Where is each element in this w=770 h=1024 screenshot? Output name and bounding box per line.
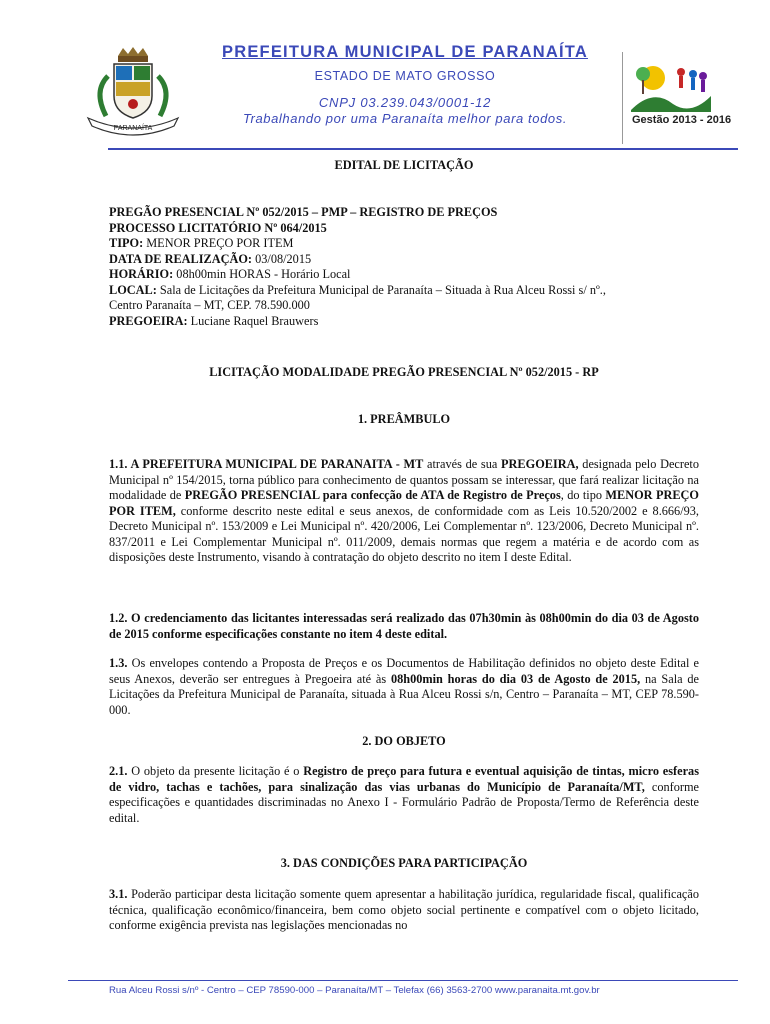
summary-line: PREGOEIRA: Luciane Raquel Brauwers [109, 313, 319, 328]
footer-address: Rua Alceu Rossi s/nº - Centro – CEP 78590-000 – Paranaíta/MT – Telefax (66) 3563-2700 www.paranaita.mt.gov.br [109, 985, 600, 996]
paragraph-1-1: 1.1. A PREFEITURA MUNICIPAL DE PARANAITA - MT através de sua PREGOEIRA, designada pelo Decreto Municipal nº 154/2015, torna público para conhecimento de quantos possam se interessar, que fará realizar licitação na modalidade de PREGÃO PRESENCIAL para confecção de ATA de Registro de Preços, do tipo MENOR PREÇO POR ITEM, conforme descrito neste edital e seus anexos, de conformidade com as Leis 10.520/2002 e 8.666/93, Decreto Municipal nº. 153/2009 e Lei Municipal nº. 420/2006, Lei Complementar nº. 123/2006, Decreto Municipal nº. 837/2011 e Lei Complementar Municipal nº. 011/2009, demais normas que regem a matéria e de acordo com as disposições deste Instrumento, visando à contratação do objeto descrito no item I deste Edital. [109, 457, 699, 564]
gestao-logo-icon [622, 52, 715, 144]
paragraph-3-1: 3.1. Poderão participar desta licitação somente quem apresentar a habilitação jurídica, regularidade fiscal, qualificação técnica, qualificação econômico/financeira, bem como objeto social pertinente e compatível com o objeto licitado, conforme exigência prevista nas legislações mencionadas no [109, 887, 699, 932]
gestao-label: Gestão 2013 - 2016 [632, 114, 732, 126]
summary-line: PROCESSO LICITATÓRIO Nº 064/2015 [109, 220, 327, 235]
paragraph-1-3: 1.3. Os envelopes contendo a Proposta de Preços e os Documentos de Habilitação definidos no objeto deste Edital e seus Anexos, deverão ser entregues à Pregoeira até às 08h00min horas do dia 03 de Agosto de 2015, na Sala de Licitações da Prefeitura Municipal de Paranaíta, situada à Rua Alceu Rossi s/n, Centro – Paranaíta – MT, CEP 78.590-000. [109, 656, 699, 717]
municipality-title: PREFEITURA MUNICIPAL DE PARANAÍTA [222, 43, 588, 61]
cnpj-number: CNPJ 03.239.043/0001-12 [318, 95, 492, 110]
slogan: Trabalhando por uma Paranaíta melhor para todos. [242, 111, 568, 126]
footer-divider [68, 980, 738, 981]
municipal-coat-of-arms-icon [78, 46, 188, 138]
state-name: ESTADO DE MATO GROSSO [314, 69, 496, 83]
summary-line: LOCAL: Sala de Licitações da Prefeitura Municipal de Paranaíta – Situada à Rua Alceu Rossi s/ nº., [109, 282, 606, 297]
notice-summary [109, 205, 699, 329]
svg-text:PARANAÍTA: PARANAÍTA [113, 125, 153, 132]
summary-line: DATA DE REALIZAÇÃO: 03/08/2015 [109, 251, 312, 266]
document-title: EDITAL DE LICITAÇÃO [334, 158, 474, 172]
letterhead [0, 0, 770, 150]
header-divider [108, 148, 738, 150]
summary-line: HORÁRIO: 08h00min HORAS - Horário Local [109, 267, 351, 281]
paragraph-2-1: 2.1. O objeto da presente licitação é o Registro de preço para futura e eventual aquisição de tintas, micro esferas de vidro, tachas e tachões, para sinalização das vias urbanas do Município de Paranaíta/MT, conforme especificações e quantidades discriminadas no Anexo I - Formulário Padrão de Proposta/Termo de Referência deste edital. [109, 764, 699, 825]
summary-line: PREGÃO PRESENCIAL Nº 052/2015 – PMP – REGISTRO DE PREÇOS [109, 205, 498, 219]
paragraph-1-2: 1.2. O credenciamento das licitantes interessadas será realizado das 07h30min às 08h00min do dia 03 de Agosto de 2015 conforme especificações constante no item 4 deste edital. [109, 611, 699, 641]
section-1-heading: 1. PREÂMBULO [357, 412, 451, 426]
section-2-heading: 2. DO OBJETO [362, 734, 446, 748]
summary-line: Centro Paranaíta – MT, CEP. 78.590.000 [109, 298, 310, 312]
summary-line: TIPO: MENOR PREÇO POR ITEM [109, 236, 294, 250]
modalidade-heading: LICITAÇÃO MODALIDADE PREGÃO PRESENCIAL Nº 052/2015 - RP [209, 365, 599, 379]
section-3-heading: 3. DAS CONDIÇÕES PARA PARTICIPAÇÃO [280, 856, 528, 870]
